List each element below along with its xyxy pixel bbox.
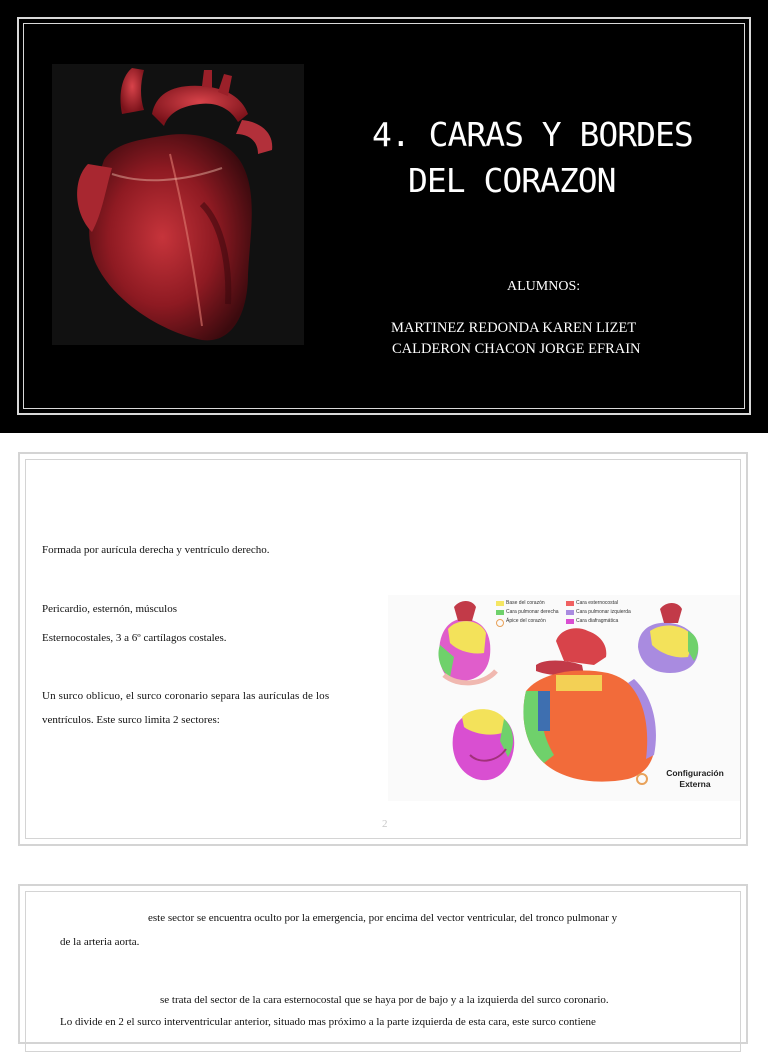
paragraph: Pericardio, esternón, músculos (42, 603, 178, 615)
heart-illustration (52, 64, 304, 345)
paragraph: Un surco oblicuo, el surco coronario separa las aurículas de los (42, 690, 330, 702)
page-number: 2 (382, 818, 388, 830)
caption-line-2: Externa (679, 779, 711, 789)
content-slide-3 (18, 884, 748, 1044)
legend-label: Cara esternocostal (576, 600, 618, 606)
title-line-2: DEL CORAZON (408, 161, 616, 200)
legend-label: Base del corazón (506, 600, 545, 606)
legend-label: Cara pulmonar derecha (506, 609, 559, 615)
student-name: MARTINEZ REDONDA KAREN LIZET (391, 320, 637, 336)
diagram-caption (660, 768, 730, 790)
heart-image (52, 64, 304, 345)
paragraph: de la arteria aorta. (60, 936, 140, 948)
paragraph: Esternocostales, 3 a 6º cartílagos costales. (42, 632, 227, 644)
heart-view-right (438, 601, 496, 683)
student-name: CALDERON CHACON JORGE EFRAIN (392, 341, 641, 357)
title-slide (0, 0, 768, 433)
legend-label: Ápice del corazón (506, 618, 546, 624)
slide-title (372, 112, 732, 204)
heart-faces-diagram (388, 595, 740, 801)
students-label: ALUMNOS: (507, 279, 581, 294)
content-slide-2 (18, 452, 748, 846)
legend-label: Cara pulmonar izquierda (576, 609, 631, 615)
title-line-1: 4. CARAS Y BORDES (372, 115, 693, 154)
paragraph: Lo divide en 2 el surco interventricular anterior, situado mas próximo a la parte izquierda de esta cara, este surco contiene (60, 1016, 596, 1028)
legend-label: Cara diafragmática (576, 618, 619, 624)
heart-view-sternocostal (523, 628, 656, 784)
heart-view-left (638, 603, 698, 673)
paragraph: ventrículos. Este surco limita 2 sectores: (42, 714, 220, 726)
heart-view-diaphragmatic (453, 709, 515, 780)
paragraph: este sector se encuentra oculto por la emergencia, por encima del vector ventricular, del tronco pulmonar y (148, 912, 618, 924)
caption-line-1: Configuración (666, 768, 724, 778)
paragraph: se trata del sector de la cara esternocostal que se haya por de bajo y a la izquierda del surco coronario. (160, 994, 609, 1006)
paragraph: Formada por aurícula derecha y ventrículo derecho. (42, 544, 270, 556)
